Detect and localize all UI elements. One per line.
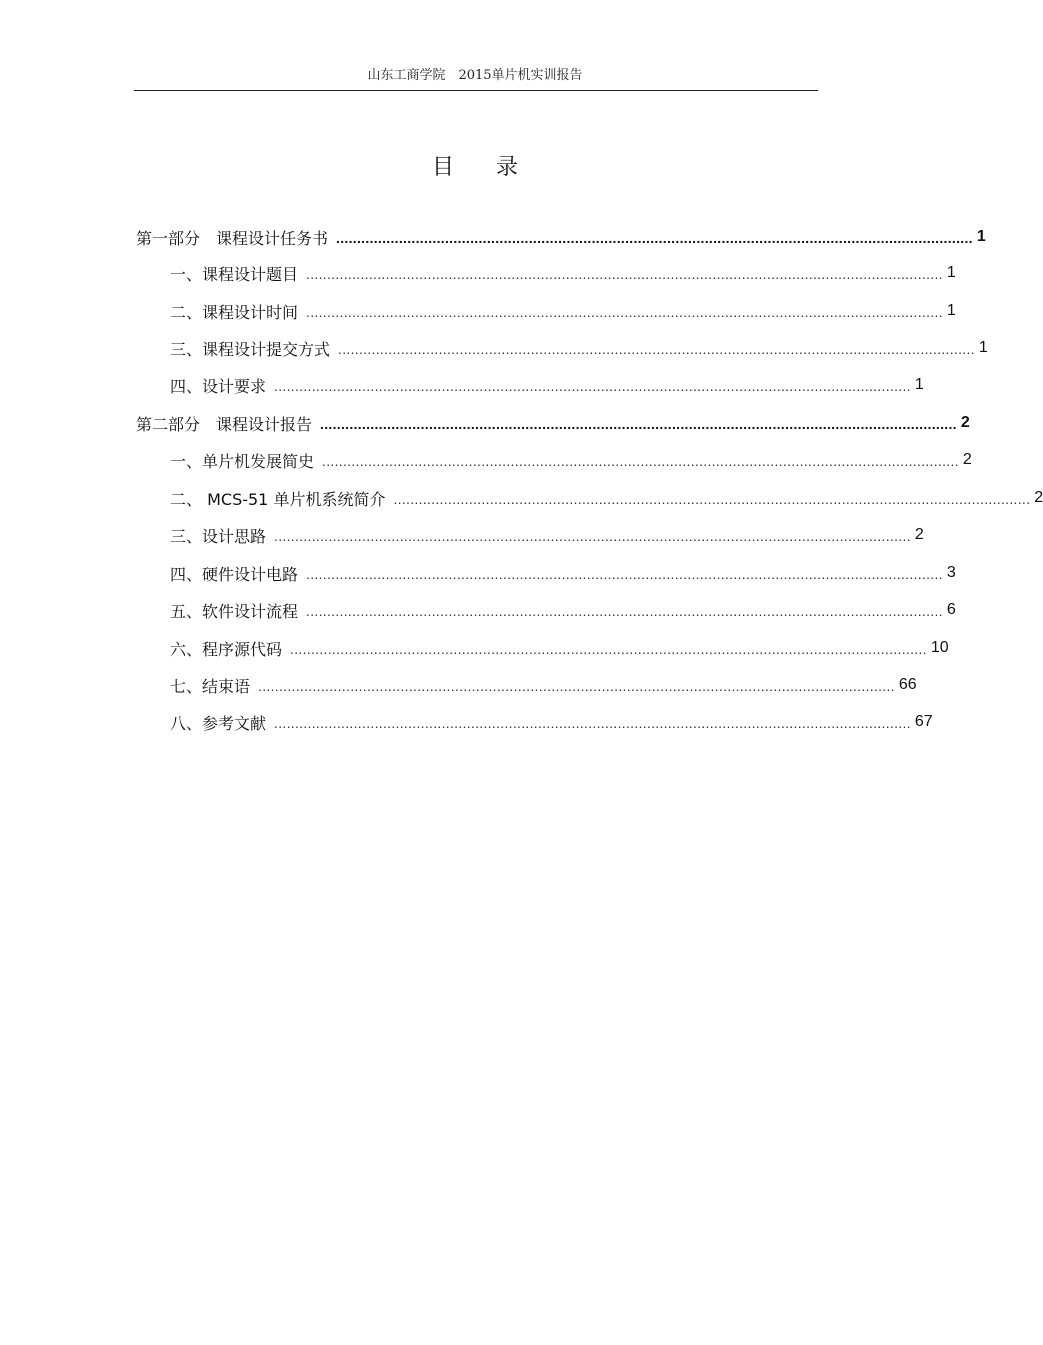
toc-entry-page: 1 (976, 228, 986, 245)
toc-entry-text: 三、课程设计提交方式 (170, 339, 331, 359)
toc-leader-dots: ........................................................................................................................................................ (320, 416, 957, 432)
toc-entry[interactable] (170, 261, 956, 285)
toc-entry[interactable] (170, 448, 972, 472)
toc-leader-dots: ........................................................................................................................................................ (306, 603, 943, 619)
toc-entry-page: 1 (946, 264, 956, 281)
toc-leader-dots: ........................................................................................................................................................ (274, 378, 911, 394)
toc-entry[interactable] (136, 225, 986, 249)
toc-entry-text: 七、结束语 (170, 676, 251, 696)
toc-entry[interactable] (170, 486, 1043, 510)
toc-leader-dots: ........................................................................................................................................................ (258, 678, 895, 694)
toc-entry[interactable] (170, 373, 924, 397)
toc-leader-dots: ........................................................................................................................................................ (306, 266, 943, 282)
toc-title: 目录 (431, 155, 560, 180)
toc-entry-page: 2 (960, 414, 970, 431)
toc-entry[interactable] (170, 636, 949, 660)
toc-entry-text: 八、参考文献 (170, 713, 267, 733)
toc-entry[interactable] (170, 561, 956, 585)
toc-entry-page: 6 (946, 601, 956, 618)
toc-leader-dots: ........................................................................................................................................................ (306, 304, 943, 320)
toc-entry-text: 二、 MCS-51 单片机系统简介 (170, 489, 386, 509)
toc-entry[interactable] (170, 673, 917, 697)
toc-leader-dots: ........................................................................................................................................................ (338, 341, 975, 357)
toc-leader-dots: ........................................................................................................................................................ (274, 715, 911, 731)
toc-entry-page: 3 (946, 564, 956, 581)
toc-leader-dots: ........................................................................................................................................................ (393, 491, 1031, 507)
toc-entry[interactable] (170, 299, 956, 323)
toc-entry-page: 2 (914, 526, 924, 543)
toc-leader-dots: ........................................................................................................................................................ (274, 528, 911, 544)
toc-entry-text: 一、单片机发展简史 (170, 451, 315, 471)
toc-entry-page: 1 (946, 302, 956, 319)
toc-leader-dots: ........................................................................................................................................................ (322, 453, 959, 469)
toc-entry-page: 10 (930, 639, 949, 656)
toc-entry[interactable] (170, 336, 988, 360)
toc-entry-page: 66 (898, 676, 917, 693)
toc-entry-page: 2 (962, 451, 972, 468)
toc-entry[interactable] (170, 710, 933, 734)
toc-leader-dots: ........................................................................................................................................................ (306, 566, 943, 582)
toc-entry-text: 三、设计思路 (170, 526, 267, 546)
toc-entry-text: 二、课程设计时间 (170, 302, 299, 322)
page-header: 山东工商学院 2015单片机实训报告 (367, 68, 583, 83)
toc-entry-page: 2 (1034, 489, 1043, 506)
toc-entry-text: 四、设计要求 (170, 376, 267, 396)
toc-entry[interactable] (170, 523, 924, 547)
header-rule (134, 90, 818, 91)
toc-entry-page: 1 (914, 376, 924, 393)
toc-entry[interactable] (170, 598, 956, 622)
toc-entry-text: 一、课程设计题目 (170, 264, 299, 284)
toc-entry-text: 六、程序源代码 (170, 639, 283, 659)
toc-entry-page: 67 (914, 713, 933, 730)
toc-entry[interactable] (136, 411, 970, 435)
toc-entry-text: 四、硬件设计电路 (170, 564, 299, 584)
toc-entry-text: 第一部分 课程设计任务书 (136, 228, 329, 248)
toc-entry-text: 第二部分 课程设计报告 (136, 414, 313, 434)
toc-leader-dots: ........................................................................................................................................................ (336, 230, 973, 246)
toc-leader-dots: ........................................................................................................................................................ (290, 641, 927, 657)
toc-entry-text: 五、软件设计流程 (170, 601, 299, 621)
toc-entry-page: 1 (978, 339, 988, 356)
